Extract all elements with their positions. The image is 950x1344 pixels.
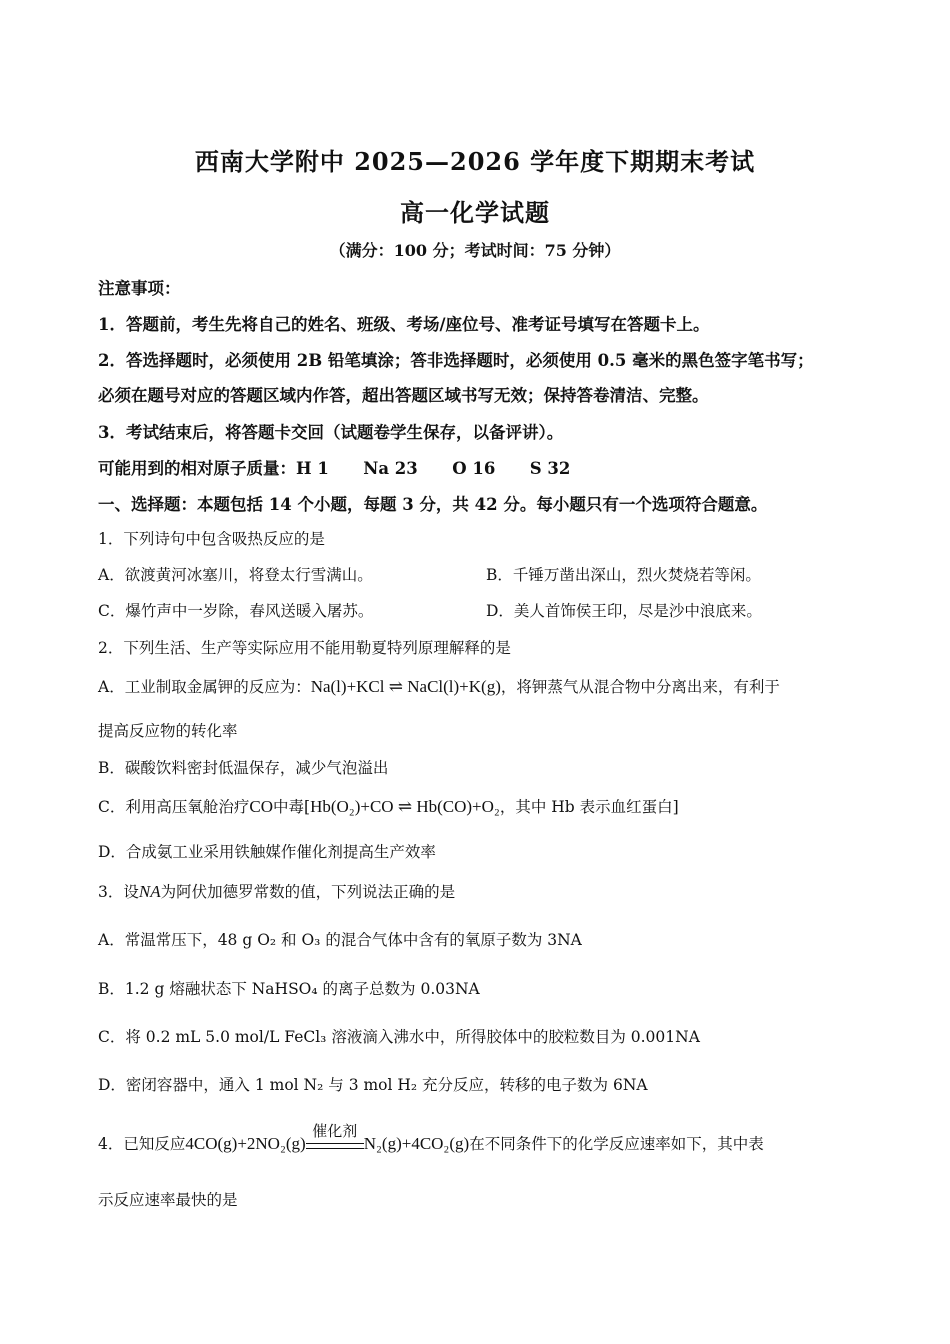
option-c-text: ，其中 Hb 表示血红蛋白] <box>499 798 679 816</box>
question-3-option-d: D．密闭容器中，通入 1 mol N₂ 与 3 mol H₂ 充分反应，转移的电子数为 6NA <box>98 1076 648 1094</box>
co-formula: CO <box>249 797 273 816</box>
exam-subtitle: 高一化学试题 <box>400 198 550 227</box>
question-2-option-b: B．碳酸饮料密封低温保存，减少气泡溢出 <box>98 759 389 777</box>
question-2-option-a-continued: 提高反应物的转化率 <box>98 722 238 740</box>
exam-meta: （满分：100 分；考试时间：75 分钟） <box>329 241 621 260</box>
question-3-option-a: A．常温常压下，48 g O₂ 和 O₃ 的混合气体中含有的氧原子数为 3NA <box>98 931 582 949</box>
stem-text: 为阿伏加德罗常数的值，下列说法正确的是 <box>160 883 456 901</box>
question-4-stem-continued: 示反应速率最快的是 <box>98 1191 238 1209</box>
question-3-option-c: C．将 0.2 mL 5.0 mol/L FeCl₃ 溶液滴入沸水中，所得胶体中的胶粒数目为 0.001NA <box>98 1028 700 1046</box>
question-1-option-c: C．爆竹声中一岁除，春风送暖入屠苏。 <box>98 602 374 620</box>
question-2-option-c <box>98 795 854 817</box>
potassium-reaction-equation: Na(l)+KCl ⇌ NaCl(l)+K(g) <box>310 677 501 696</box>
stem-text: 4．已知反应 <box>98 1135 186 1153</box>
stem-text: 在不同条件下的化学反应速率如下，其中表 <box>469 1135 764 1153</box>
hemoglobin-equation: Hb(O₂)+CO ⇌ Hb(CO)+O₂ <box>310 797 500 816</box>
notes-heading: 注意事项： <box>98 279 181 298</box>
question-3-stem <box>98 880 854 902</box>
section-heading: 一、选择题：本题包括 14 个小题，每题 3 分，共 42 分。每小题只有一个选项符合题意。 <box>98 495 768 514</box>
exam-title: 西南大学附中 2025—2026 学年度下期期末考试 <box>194 147 756 176</box>
catalyst-arrow <box>306 1122 364 1149</box>
question-1-option-d: D．美人首饰侯王印，尽是沙中浪底来。 <box>486 602 762 620</box>
question-2-option-d: D．合成氨工业采用铁触媒作催化剂提高生产效率 <box>98 843 436 861</box>
equal-sign-bar <box>306 1143 364 1149</box>
question-1-option-b: B．千锤万凿出深山，烈火焚烧若等闲。 <box>486 566 761 584</box>
stem-text: 3．设 <box>98 883 139 901</box>
question-4-stem <box>98 1122 854 1154</box>
note-item: 2．答选择题时，必须使用 2B 铅笔填涂；答非选择题时，必须使用 0.5 毫米的黑色签字笔书写； <box>98 351 814 370</box>
reaction-right-side: N₂(g)+4CO₂(g) <box>363 1134 470 1153</box>
atomic-mass-line: 可能用到的相对原子质量：H 1 Na 23 O 16 S 32 <box>98 459 571 478</box>
reaction-left-side: 4CO(g)+2NO₂(g) <box>185 1134 306 1153</box>
option-a-text: ，将钾蒸气从混合物中分离出来，有利于 <box>500 678 780 696</box>
option-a-text: A．工业制取金属钾的反应为： <box>98 678 311 696</box>
question-3-option-b: B．1.2 g 熔融状态下 NaHSO₄ 的离子总数为 0.03NA <box>98 980 480 998</box>
note-item: 必须在题号对应的答题区域内作答，超出答题区域书写无效；保持答卷清洁、完整。 <box>98 386 709 405</box>
avogadro-symbol: NA <box>138 882 161 901</box>
catalyst-label: 催化剂 <box>312 1122 358 1140</box>
question-2-option-a <box>98 675 854 697</box>
question-1-stem: 1．下列诗句中包含吸热反应的是 <box>98 530 325 548</box>
question-1-option-a: A．欲渡黄河冰塞川，将登太行雪满山。 <box>98 566 373 584</box>
question-2-stem: 2．下列生活、生产等实际应用不能用勒夏特列原理解释的是 <box>98 639 511 657</box>
option-c-text: 中毒[ <box>273 798 311 816</box>
note-item: 3．考试结束后，将答题卡交回（试题卷学生保存，以备评讲）。 <box>98 423 564 442</box>
option-c-text: C．利用高压氧舱治疗 <box>98 798 250 816</box>
note-item: 1．答题前，考生先将自己的姓名、班级、考场/座位号、准考证号填写在答题卡上。 <box>98 315 710 334</box>
